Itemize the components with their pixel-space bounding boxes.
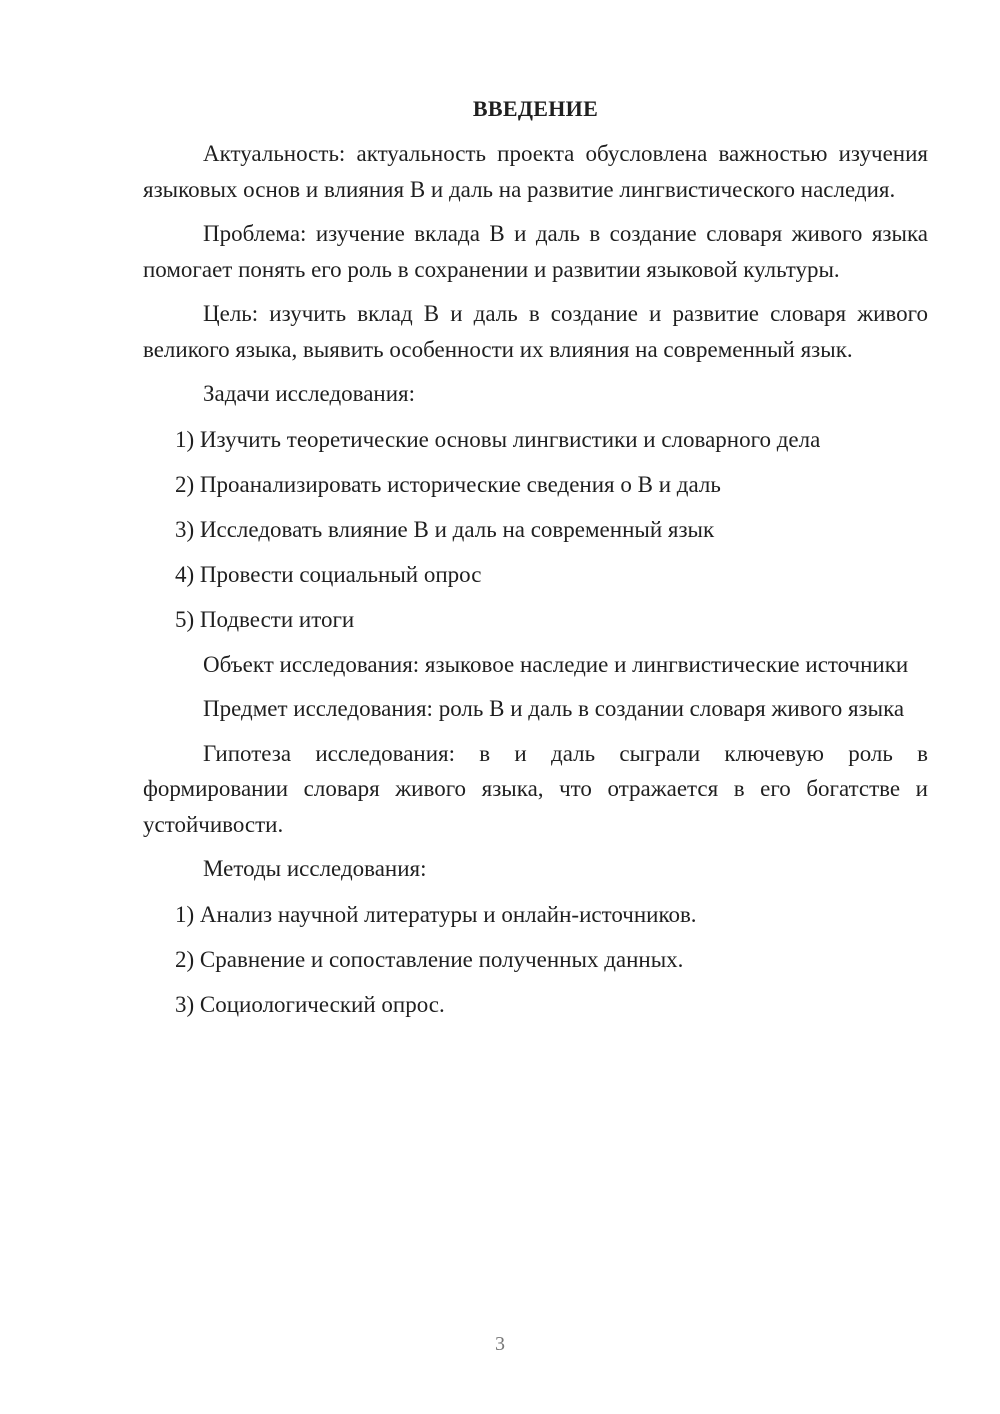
list-item: 5) Подвести итоги	[175, 606, 355, 632]
list-item: 3) Социологический опрос.	[175, 991, 445, 1017]
page-title: ВВЕДЕНИЕ	[472, 96, 599, 121]
list-item: 2) Проанализировать исторические сведения о В и даль	[175, 471, 721, 497]
page-number: 3	[495, 1333, 505, 1355]
tasks-heading: Задачи исследования:	[203, 381, 416, 406]
list-item: 4) Провести социальный опрос	[175, 561, 482, 587]
problem-paragraph: Проблема: изучение вклада В и даль в создание словаря живого языка помогает понять его роль в сохранении и развитии языковой культуры.	[143, 221, 928, 282]
list-item: 2) Сравнение и сопоставление полученных данных.	[175, 946, 684, 972]
document-body	[143, 90, 928, 1032]
goal-paragraph: Цель: изучить вклад В и даль в создание и развитие словаря живого великого языка, выявить особенности их влияния на современный язык.	[143, 301, 928, 362]
list-item: 1) Изучить теоретические основы лингвистики и словарного дела	[175, 426, 821, 452]
methods-heading: Методы исследования:	[203, 856, 427, 881]
relevance-paragraph: Актуальность: актуальность проекта обусловлена важностью изучения языковых основ и влияния В и даль на развитие лингвистического наследия.	[143, 141, 928, 202]
list-item: 3) Исследовать влияние В и даль на современный язык	[175, 516, 715, 542]
tasks-list	[143, 422, 928, 638]
methods-list	[143, 897, 928, 1023]
list-item: 1) Анализ научной литературы и онлайн-источников.	[175, 901, 697, 927]
subject-paragraph: Предмет исследования: роль В и даль в создании словаря живого языка	[203, 696, 905, 721]
hypothesis-paragraph: Гипотеза исследования: в и даль сыграли ключевую роль в формировании словаря живого языка, что отражается в его богатстве и устойчивости.	[143, 740, 928, 837]
object-paragraph: Объект исследования: языковое наследие и лингвистические источники	[203, 651, 909, 677]
